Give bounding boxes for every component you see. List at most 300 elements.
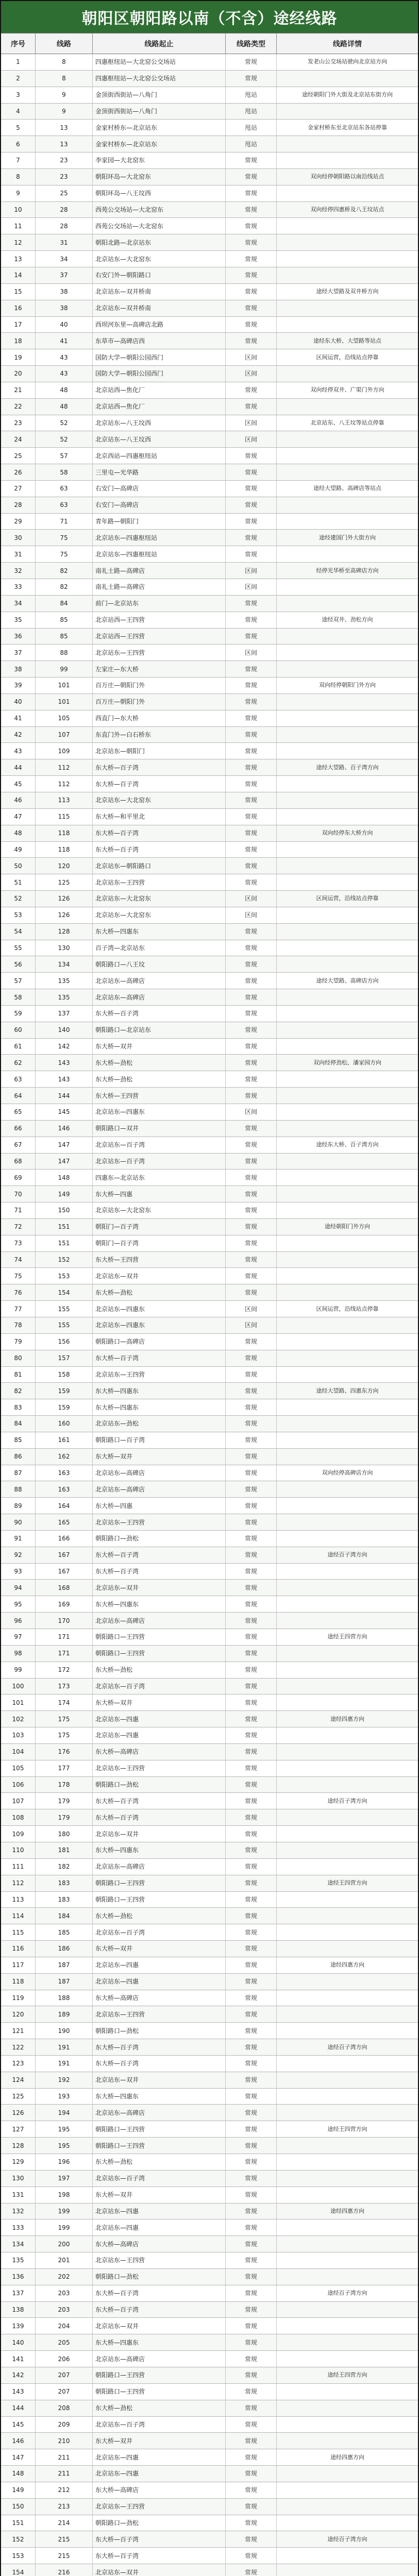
row-id-cell: 43: [1, 743, 36, 759]
row-type-cell: 常规: [226, 842, 277, 858]
table-row: [1, 1809, 418, 1826]
row-id-cell: 85: [1, 1432, 36, 1448]
row-type-cell: 区间: [226, 349, 277, 365]
row-route-cell: 北京站东—四惠: [93, 1957, 226, 1973]
row-type-cell: 常规: [226, 1711, 277, 1727]
row-id-cell: 94: [1, 1580, 36, 1596]
row-type-cell: 常规: [226, 1350, 277, 1366]
row-type-cell: 常规: [226, 1219, 277, 1235]
table-row: [1, 2023, 418, 2039]
row-route-cell: 东大桥—四惠东: [93, 2089, 226, 2105]
row-detail-cell: [277, 399, 418, 415]
row-id-cell: 48: [1, 825, 36, 841]
row-line-cell: 75: [36, 546, 93, 562]
row-line-cell: 85: [36, 629, 93, 645]
row-type-cell: 常规: [226, 2302, 277, 2318]
row-detail-cell: 途经王四营方向: [327, 1879, 367, 1887]
row-detail-cell: 途经四惠方向: [330, 2453, 364, 2461]
row-detail-cell: 发老山公交场站驶向北京站方向: [308, 58, 387, 65]
row-detail-cell: [277, 694, 418, 710]
row-line-cell: 199: [36, 2219, 93, 2235]
table-header: [1, 33, 418, 54]
row-type-cell: 常规: [226, 2089, 277, 2105]
row-route-cell: 北京站东—四惠: [93, 2219, 226, 2235]
row-line-cell: 215: [36, 2531, 93, 2547]
row-route-cell: 北京站东—百子湾: [93, 1154, 226, 1170]
row-line-cell: 213: [36, 2499, 93, 2515]
row-line-cell: 145: [36, 1104, 93, 1120]
table-row: [1, 1908, 418, 1924]
table-row: [1, 1892, 418, 1908]
row-id-cell: 5: [1, 120, 36, 135]
row-line-cell: 177: [36, 1760, 93, 1776]
row-detail-cell: [277, 2318, 418, 2334]
row-type-cell: 常规: [226, 2564, 277, 2576]
row-route-cell: 北京站东—高碑店: [93, 1859, 226, 1875]
row-type-cell: 常规: [226, 2531, 277, 2547]
row-type-cell: 常规: [226, 71, 277, 87]
table-row: [1, 2417, 418, 2433]
row-id-cell: 147: [1, 2449, 36, 2465]
table-row: [1, 1744, 418, 1760]
table-row: [1, 185, 418, 202]
row-route-cell: 东大桥—劲松: [93, 1284, 226, 1300]
row-type-cell: 常规: [226, 1646, 277, 1662]
row-id-cell: 15: [1, 284, 36, 300]
table-row: [1, 1793, 418, 1809]
row-route-cell: 南礼士路—高碑店: [93, 579, 226, 595]
row-route-cell: 东大桥—百子湾: [93, 2056, 226, 2072]
row-detail-cell: 途经东大桥、大望路等站点: [313, 337, 381, 344]
row-route-cell: 北京站东—四惠: [93, 2466, 226, 2482]
table-row: [1, 2056, 418, 2072]
row-line-cell: 125: [36, 874, 93, 890]
row-detail-cell: [277, 2499, 418, 2515]
row-type-cell: 常规: [226, 546, 277, 562]
row-detail-cell: [277, 1416, 418, 1432]
row-route-cell: 东大桥—四惠东: [93, 2334, 226, 2350]
row-id-cell: 106: [1, 1777, 36, 1793]
row-line-cell: 163: [36, 1481, 93, 1497]
row-id-cell: 80: [1, 1350, 36, 1366]
row-type-cell: 常规: [226, 2105, 277, 2121]
row-route-cell: 朝阳路口—王四营: [93, 1892, 226, 1908]
row-id-cell: 32: [1, 563, 36, 579]
row-id-cell: 14: [1, 267, 36, 283]
row-id-cell: 36: [1, 629, 36, 645]
row-line-cell: 167: [36, 1547, 93, 1563]
table-row: [1, 202, 418, 218]
row-line-cell: 205: [36, 2334, 93, 2350]
row-route-cell: 北京站东—大北窑东: [93, 891, 226, 907]
row-detail-cell: 途经大望路及双井桥方向: [316, 288, 379, 295]
row-detail-cell: [277, 366, 418, 382]
row-type-cell: 常规: [226, 1924, 277, 1940]
table-row: [1, 1137, 418, 1154]
row-route-cell: 北京站东—百子湾: [93, 1679, 226, 1694]
table-row: [1, 333, 418, 349]
row-line-cell: 34: [36, 251, 93, 267]
row-route-cell: 朝阳环岛—大北窑东: [93, 169, 226, 185]
row-id-cell: 142: [1, 2367, 36, 2383]
table-row: [1, 1071, 418, 1088]
table-row: [1, 300, 418, 317]
row-line-cell: 75: [36, 530, 93, 546]
row-id-cell: 118: [1, 1974, 36, 1990]
row-line-cell: 147: [36, 1137, 93, 1153]
row-type-cell: 常规: [226, 2285, 277, 2301]
row-route-cell: 南礼士路—高碑店: [93, 563, 226, 579]
row-type-cell: 常规: [226, 1334, 277, 1350]
table-row: [1, 858, 418, 874]
row-line-cell: 188: [36, 1990, 93, 2006]
row-id-cell: 68: [1, 1154, 36, 1170]
row-detail-cell: 途经百子湾方向: [327, 2290, 367, 2297]
row-route-cell: 东大桥—四惠东: [93, 1596, 226, 1612]
row-line-cell: 191: [36, 2056, 93, 2072]
row-route-cell: 朝阳门—百子湾: [93, 1235, 226, 1251]
row-line-cell: 128: [36, 924, 93, 940]
row-type-cell: 常规: [226, 1252, 277, 1268]
row-type-cell: 常规: [226, 1547, 277, 1563]
row-route-cell: 东大桥—双井: [93, 1941, 226, 1957]
table-row: [1, 2204, 418, 2220]
table-row: [1, 1613, 418, 1629]
row-id-cell: 91: [1, 1531, 36, 1547]
row-type-cell: 常规: [226, 2269, 277, 2285]
row-route-cell: 朝阳路口—双井: [93, 1121, 226, 1137]
row-detail-cell: 途经四惠方向: [330, 2207, 364, 2214]
table-row: [1, 1646, 418, 1662]
table-row: [1, 267, 418, 284]
row-id-cell: 49: [1, 842, 36, 858]
row-route-cell: 北京站东—王四营: [93, 645, 226, 660]
row-route-cell: 金顶街西街站—八角门: [93, 87, 226, 103]
row-detail-cell: [277, 71, 418, 87]
row-detail-cell: [277, 2056, 418, 2072]
row-line-cell: 191: [36, 2039, 93, 2055]
row-route-cell: 国防大学—朝阳公园西门: [93, 366, 226, 382]
row-line-cell: 126: [36, 891, 93, 907]
row-id-cell: 11: [1, 218, 36, 234]
row-type-cell: 常规: [226, 1481, 277, 1497]
row-detail-cell: [277, 1727, 418, 1743]
row-line-cell: 190: [36, 2023, 93, 2039]
table-row: [1, 1859, 418, 1875]
row-route-cell: 北京站东—劲松: [93, 1416, 226, 1432]
row-id-cell: 66: [1, 1121, 36, 1137]
row-line-cell: 135: [36, 973, 93, 989]
row-detail-cell: [277, 2006, 418, 2022]
table-row: [1, 1416, 418, 1432]
row-detail-cell: [277, 2417, 418, 2433]
row-detail-cell: [277, 218, 418, 234]
row-id-cell: 28: [1, 497, 36, 513]
row-line-cell: 107: [36, 727, 93, 743]
row-type-cell: 常规: [226, 661, 277, 677]
row-line-cell: 13: [36, 136, 93, 152]
table-row: [1, 2154, 418, 2171]
row-line-cell: 187: [36, 1974, 93, 1990]
table-row: [1, 956, 418, 973]
row-detail-cell: [277, 2334, 418, 2350]
row-route-cell: 朝阳路口—王四营: [93, 1875, 226, 1891]
table-row: [1, 563, 418, 579]
row-type-cell: 常规: [226, 825, 277, 841]
row-detail-cell: [277, 1941, 418, 1957]
table-row: [1, 2482, 418, 2499]
row-line-cell: 154: [36, 1284, 93, 1300]
row-route-cell: 东大桥—劲松: [93, 1055, 226, 1071]
row-id-cell: 6: [1, 136, 36, 152]
row-detail-cell: [277, 1022, 418, 1038]
row-detail-cell: [277, 1235, 418, 1251]
row-id-cell: 73: [1, 1235, 36, 1251]
row-route-cell: 东大桥—王四营: [93, 1088, 226, 1104]
table-row: [1, 2302, 418, 2318]
table-row: [1, 1301, 418, 1317]
row-type-cell: 常规: [226, 1793, 277, 1809]
row-line-cell: 207: [36, 2367, 93, 2383]
row-id-cell: 128: [1, 2138, 36, 2154]
table-row: [1, 2121, 418, 2138]
table-row: [1, 2334, 418, 2351]
row-id-cell: 138: [1, 2302, 36, 2318]
row-detail-cell: [277, 1039, 418, 1055]
row-type-cell: 甩站: [226, 87, 277, 103]
column-header-type: 线路类型: [226, 33, 277, 54]
row-type-cell: 常规: [226, 2056, 277, 2072]
row-id-cell: 4: [1, 104, 36, 120]
row-route-cell: 四惠东—北京站东: [93, 1170, 226, 1185]
row-id-cell: 71: [1, 1202, 36, 1218]
row-detail-cell: [277, 2219, 418, 2235]
row-type-cell: 常规: [226, 1465, 277, 1481]
row-type-cell: 常规: [226, 152, 277, 168]
row-line-cell: 48: [36, 399, 93, 415]
row-route-cell: 北京站东—百子湾: [93, 1137, 226, 1153]
row-detail-cell: [277, 858, 418, 874]
row-id-cell: 154: [1, 2564, 36, 2576]
row-type-cell: 常规: [226, 1760, 277, 1776]
row-route-cell: 北京站西—焦化厂: [93, 399, 226, 415]
row-id-cell: 67: [1, 1137, 36, 1153]
row-type-cell: 常规: [226, 1514, 277, 1530]
row-id-cell: 35: [1, 612, 36, 628]
row-detail-cell: 金家村桥东至北京站东各站停靠: [308, 124, 387, 131]
row-line-cell: 210: [36, 2433, 93, 2449]
row-type-cell: 常规: [226, 1137, 277, 1153]
row-type-cell: 常规: [226, 1941, 277, 1957]
row-route-cell: 北京站东—四惠东: [93, 1317, 226, 1333]
row-detail-cell: [277, 1974, 418, 1990]
row-type-cell: 常规: [226, 1071, 277, 1087]
row-line-cell: 159: [36, 1399, 93, 1415]
row-id-cell: 62: [1, 1055, 36, 1071]
row-type-cell: 常规: [226, 2204, 277, 2219]
table-row: [1, 1432, 418, 1449]
table-row: [1, 809, 418, 825]
row-route-cell: 北京站东—朝阳门: [93, 743, 226, 759]
row-detail-cell: [277, 136, 418, 152]
row-id-cell: 27: [1, 481, 36, 497]
row-line-cell: 52: [36, 431, 93, 447]
table-row: [1, 87, 418, 104]
row-id-cell: 76: [1, 1284, 36, 1300]
row-type-cell: 常规: [226, 710, 277, 726]
table-row: [1, 104, 418, 120]
row-detail-cell: [277, 1826, 418, 1842]
row-id-cell: 72: [1, 1219, 36, 1235]
row-id-cell: 107: [1, 1793, 36, 1809]
table-row: [1, 596, 418, 612]
row-detail-cell: 北京站东、八王坟等站点停靠: [310, 419, 384, 426]
table-row: [1, 710, 418, 727]
row-route-cell: 青年路—朝阳门: [93, 514, 226, 530]
table-row: [1, 1367, 418, 1383]
row-line-cell: 9: [36, 87, 93, 103]
row-detail-cell: [277, 2089, 418, 2105]
table-row: [1, 399, 418, 415]
row-detail-cell: [277, 1596, 418, 1612]
row-type-cell: 常规: [226, 317, 277, 333]
row-route-cell: 四惠枢纽站—大北窑公交场站: [93, 54, 226, 70]
row-detail-cell: 区间运营，沿线站点停靠: [316, 353, 379, 361]
row-type-cell: 常规: [226, 251, 277, 267]
table-row: [1, 2105, 418, 2121]
row-line-cell: 40: [36, 317, 93, 333]
row-route-cell: 四惠枢纽站—大北窑公交场站: [93, 71, 226, 87]
row-route-cell: 北京站东—四惠东: [93, 1104, 226, 1120]
row-type-cell: 常规: [226, 1892, 277, 1908]
row-type-cell: 常规: [226, 2466, 277, 2482]
table-row: [1, 1875, 418, 1892]
row-detail-cell: 双向经停双井、广渠门外方向: [310, 386, 384, 394]
row-line-cell: 201: [36, 2252, 93, 2268]
row-id-cell: 125: [1, 2089, 36, 2105]
row-line-cell: 197: [36, 2171, 93, 2187]
row-id-cell: 59: [1, 1006, 36, 1022]
row-line-cell: 211: [36, 2466, 93, 2482]
row-route-cell: 北京站东—高碑店: [93, 989, 226, 1005]
row-line-cell: 184: [36, 1908, 93, 1924]
row-route-cell: 东大桥—百子湾: [93, 2039, 226, 2055]
row-id-cell: 22: [1, 399, 36, 415]
table-row: [1, 415, 418, 432]
row-id-cell: 21: [1, 382, 36, 398]
row-detail-cell: [277, 842, 418, 858]
table-row: [1, 1088, 418, 1104]
row-detail-cell: [277, 1202, 418, 1218]
row-line-cell: 109: [36, 743, 93, 759]
row-type-cell: 常规: [226, 792, 277, 808]
table-row: [1, 1055, 418, 1071]
row-line-cell: 82: [36, 563, 93, 579]
row-detail-cell: [277, 300, 418, 316]
table-row: [1, 989, 418, 1006]
table-row: [1, 1760, 418, 1777]
row-type-cell: 常规: [226, 2449, 277, 2465]
row-id-cell: 87: [1, 1465, 36, 1481]
row-id-cell: 38: [1, 661, 36, 677]
row-line-cell: 156: [36, 1334, 93, 1350]
row-id-cell: 50: [1, 858, 36, 874]
row-line-cell: 148: [36, 1170, 93, 1185]
row-route-cell: 朝阳路口—八王坟: [93, 956, 226, 972]
row-detail-cell: [277, 1514, 418, 1530]
row-id-cell: 57: [1, 973, 36, 989]
row-route-cell: 东大桥—四惠东: [93, 1842, 226, 1858]
row-id-cell: 112: [1, 1875, 36, 1891]
row-id-cell: 20: [1, 366, 36, 382]
table-row: [1, 1679, 418, 1695]
row-id-cell: 105: [1, 1760, 36, 1776]
row-line-cell: 101: [36, 694, 93, 710]
row-id-cell: 120: [1, 2006, 36, 2022]
row-line-cell: 196: [36, 2154, 93, 2170]
table-row: [1, 629, 418, 645]
row-detail-cell: [277, 2072, 418, 2088]
row-type-cell: 常规: [226, 2039, 277, 2055]
row-type-cell: 常规: [226, 2023, 277, 2039]
row-route-cell: 东大桥—百子湾: [93, 842, 226, 858]
row-line-cell: 200: [36, 2236, 93, 2252]
row-id-cell: 8: [1, 169, 36, 185]
row-route-cell: 朝阳环岛—八王坟西: [93, 185, 226, 201]
row-id-cell: 31: [1, 546, 36, 562]
row-route-cell: 北京站东—八王坟西: [93, 431, 226, 447]
row-route-cell: 东大桥—劲松: [93, 1908, 226, 1924]
table-row: [1, 218, 418, 234]
table-row: [1, 349, 418, 366]
row-detail-cell: [277, 1564, 418, 1580]
row-line-cell: 23: [36, 152, 93, 168]
row-id-cell: 126: [1, 2105, 36, 2121]
row-id-cell: 82: [1, 1383, 36, 1399]
row-route-cell: 东大桥—百子湾: [93, 1547, 226, 1563]
row-line-cell: 208: [36, 2400, 93, 2416]
row-detail-cell: [277, 1694, 418, 1710]
row-detail-cell: [277, 2105, 418, 2121]
row-type-cell: 常规: [226, 1679, 277, 1694]
row-id-cell: 90: [1, 1514, 36, 1530]
row-type-cell: 常规: [226, 1613, 277, 1629]
row-id-cell: 70: [1, 1186, 36, 1202]
row-line-cell: 169: [36, 1596, 93, 1612]
table-row: [1, 251, 418, 267]
row-line-cell: 185: [36, 1924, 93, 1940]
row-type-cell: 常规: [226, 399, 277, 415]
row-detail-cell: [277, 1580, 418, 1596]
row-id-cell: 104: [1, 1744, 36, 1760]
row-detail-cell: [277, 431, 418, 447]
row-id-cell: 144: [1, 2400, 36, 2416]
row-id-cell: 129: [1, 2154, 36, 2170]
table-row: [1, 694, 418, 710]
row-type-cell: 常规: [226, 300, 277, 316]
row-type-cell: 区间: [226, 366, 277, 382]
row-detail-cell: [277, 1531, 418, 1547]
row-detail-cell: [277, 1268, 418, 1284]
table-row: [1, 677, 418, 694]
row-type-cell: 常规: [226, 1629, 277, 1645]
row-type-cell: 甩站: [226, 104, 277, 120]
row-detail-cell: 途经王四营方向: [327, 2371, 367, 2379]
row-id-cell: 151: [1, 2515, 36, 2531]
row-line-cell: 63: [36, 481, 93, 497]
row-type-cell: 常规: [226, 2367, 277, 2383]
row-line-cell: 38: [36, 300, 93, 316]
